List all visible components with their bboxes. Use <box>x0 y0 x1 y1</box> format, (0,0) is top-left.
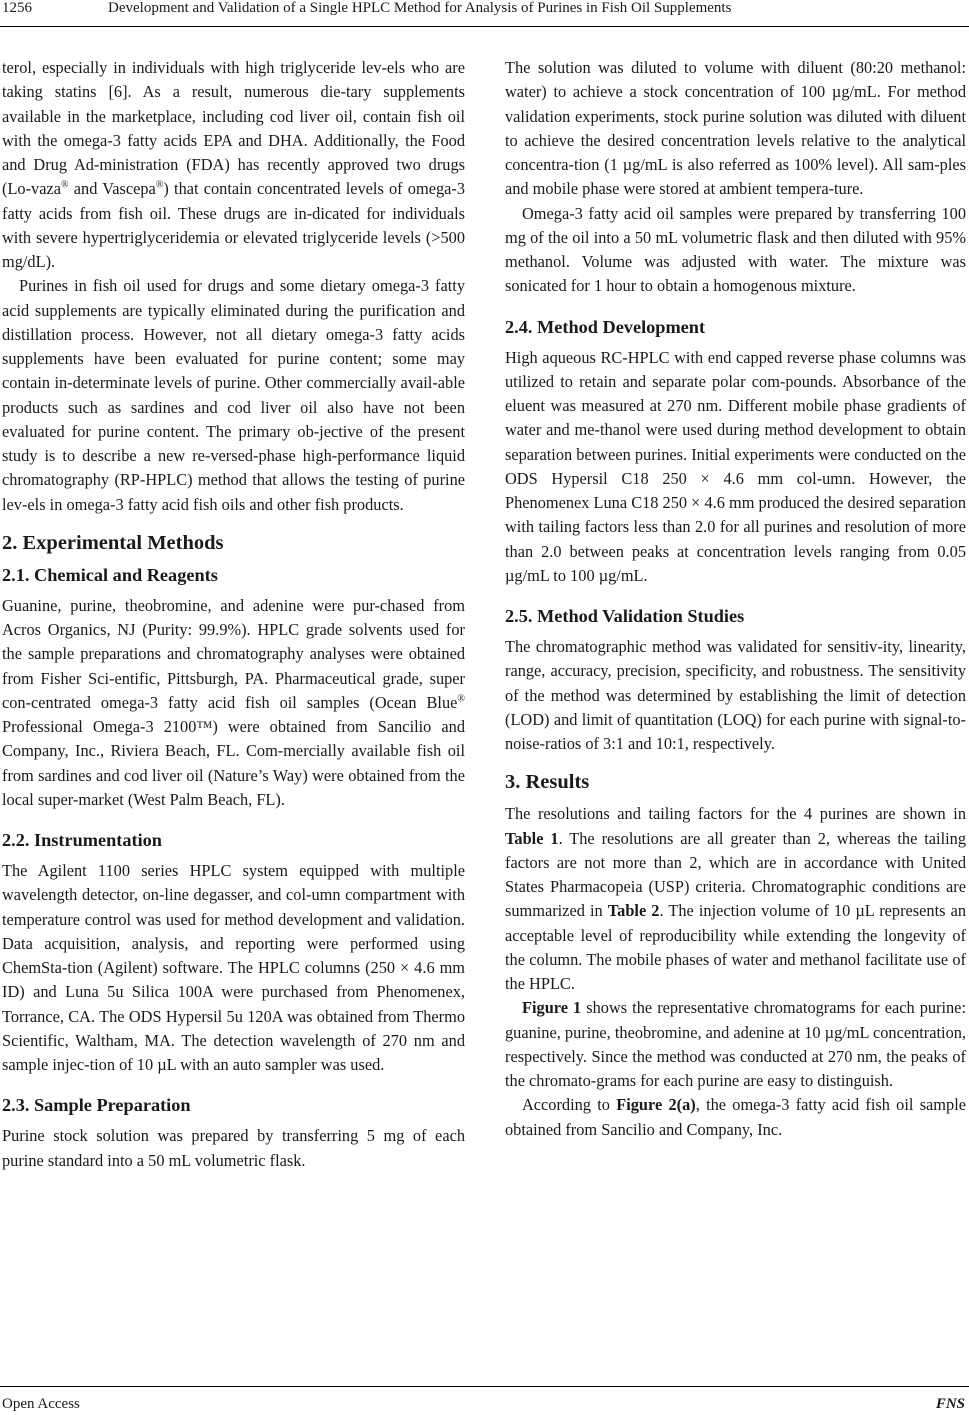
paragraph: terol, especially in individuals with high triglyceride lev-els who are taking statins [6]. As a result, numerous die-tary supplements available in the marketplace, including cod liver oil, contain fish oil with the omega-3 fatty acids EPA and DHA. Additionally, the Food and Drug Ad-ministration (FDA) has recently approved two drugs (Lo-vaza® and Vascepa®) that contain concentrated levels of omega-3 fatty acids from fish oil. These drugs are in-dicated for individuals with severe hypertriglyceridemia or elevated triglyceride levels (>500 mg/dL). <box>2 58 465 271</box>
left-column <box>2 56 465 1173</box>
table-ref: Table 1 <box>505 828 559 848</box>
subsection-heading: 2.5. Method Validation Studies <box>505 606 745 626</box>
running-header <box>0 0 969 27</box>
open-access-label: Open Access <box>2 1396 80 1412</box>
subsection-heading: 2.1. Chemical and Reagents <box>2 564 218 585</box>
journal-abbrev: FNS <box>935 1396 965 1412</box>
figure-ref: Figure 2(a) <box>616 1095 696 1115</box>
paragraph: The Agilent 1100 series HPLC system equipped with multiple wavelength detector, on-line degasser, and col-umn compartment with temperature control was used for method development and validation. Data acquisition, analysis, and reporting were performed using ChemSta-tion (Agilent) software. The HPLC columns (250 × 4.6 mm ID) and Luna 5u Silica 100A were purchased from Phenomenex, Torrance, CA. The ODS Hypersil 5u 120A was obtained from Thermo Scientific, Waltham, MA. The detection wavelength of 270 nm and sample injec-tion of 10 µL with an auto sampler was used. <box>2 861 465 1074</box>
table-ref: Table 2 <box>607 901 660 921</box>
paragraph: The resolutions and tailing factors for the 4 purines are shown in Table 1. The resolutions are all greater than 2, whereas the tailing factors are not more than 2, which are in accordance with United States Pharmacopeia (USP) criteria. Chromatographic conditions are summarized in Table 2. The injection volume of 10 µL represents an acceptable level of reproducibility while extending the longevity of the column. The mobile phases of water and methanol facilitate use of the HPLC. <box>505 804 967 993</box>
figure-ref: Figure 1 <box>522 998 582 1018</box>
registered-mark: ® <box>457 693 465 705</box>
paragraph: According to Figure 2(a), the omega-3 fatty acid fish oil sample obtained from Sancilio and Company, Inc. <box>505 1095 966 1139</box>
paragraph: Purines in fish oil used for drugs and some dietary omega-3 fatty acid supplements are typically eliminated during the purification and distillation process. However, not all dietary omega-3 fatty acids supplements have been evaluated for purine content; some may contain in-determinate levels of purine. Other commercially avail-able products such as sardines and cod liver oil also have not been evaluated for purine content. The primary ob-jective of the present study is to describe a new re-versed-phase high-performance liquid chromatography (RP-HPLC) method that allows the testing of purine lev-els in omega-3 fatty acid fish oils and other fish products. <box>2 276 465 514</box>
subsection-heading: 2.2. Instrumentation <box>2 830 162 850</box>
registered-mark: ® <box>60 179 69 191</box>
page-footer <box>0 1386 969 1415</box>
paragraph: The chromatographic method was validated for sensitiv-ity, linearity, range, accuracy, precision, specificity, and robustness. The sensitivity of the method was determined by establishing the limit of detection (LOD) and limit of quantitation (LOQ) for each purine with signal-to-noise-ratios of 3:1 and 10:1, respectively. <box>505 637 966 753</box>
paragraph: The solution was diluted to volume with diluent (80:20 methanol: water) to achieve a stock concentration of 100 µg/mL. For method validation experiments, stock purine solution was diluted with diluent to achieve the desired concentration levels relative to the analytical concentra-tion (1 µg/mL is also referred as 100% level). All sam-ples and mobile phase were stored at ambient tempera-ture. <box>505 58 966 199</box>
paragraph: Omega-3 fatty acid oil samples were prepared by transferring 100 mg of the oil into a 50 mL volumetric flask and then diluted with 95% methanol. Volume was adjusted with water. The mixture was sonicated for 1 hour to obtain a homogenous mixture. <box>505 203 966 296</box>
subsection-heading: 2.3. Sample Preparation <box>2 1095 191 1116</box>
subsection-heading: 2.4. Method Development <box>505 316 706 337</box>
paragraph: Purine stock solution was prepared by transferring 5 mg of each purine standard into a 50 mL volumetric flask. <box>2 1126 465 1170</box>
paragraph: Guanine, purine, theobromine, and adenine were pur-chased from Acros Organics, NJ (Purity: 99.9%). HPLC grade solvents used for the sample preparations and chromatography analyses were obtained from Fisher Sci-entific, Pittsburgh, PA. Pharmaceutical grade, super con-centrated omega-3 fatty acid fish oil samples (Ocean Blue® Professional Omega-3 2100™) were obtained from Sancilio and Company, Inc., Riviera Beach, FL. Com-mercially available fish oil from sardines and cod liver oil (Nature’s Way) were obtained from the local super-market (West Palm Beach, FL). <box>2 595 465 809</box>
running-title: Development and Validation of a Single HPLC Method for Analysis of Purines in Fish Oil Supplements <box>108 0 732 16</box>
registered-mark: ® <box>155 179 164 191</box>
right-column <box>505 56 966 1142</box>
page-number: 1256 <box>2 0 32 16</box>
section-heading: 3. Results <box>505 771 590 794</box>
section-heading: 2. Experimental Methods <box>2 531 224 554</box>
paragraph: High aqueous RC-HPLC with end capped reverse phase columns was utilized to retain and separate polar com-pounds. Absorbance of the eluent was measured at 270 nm. Different mobile phase gradients of water and me-thanol were used during method development to obtain separation between purines. Initial experiments were conducted on the ODS Hypersil C18 250 × 4.6 mm col-umn. However, the Phenomenex Luna C18 250 × 4.6 mm produced the desired separation with tailing factors less than 2.0 for all purines and resolution of more than 2.0 between peaks at concentration levels ranging from 0.05 µg/mL to 100 µg/mL. <box>505 347 966 585</box>
paragraph: Figure 1 shows the representative chromatograms for each purine: guanine, purine, theobromine, and adenine at 10 µg/mL concentration, respectively. Since the method was conducted at 270 nm, the peaks of the chromato-grams for each purine are easy to distinguish. <box>505 998 966 1090</box>
